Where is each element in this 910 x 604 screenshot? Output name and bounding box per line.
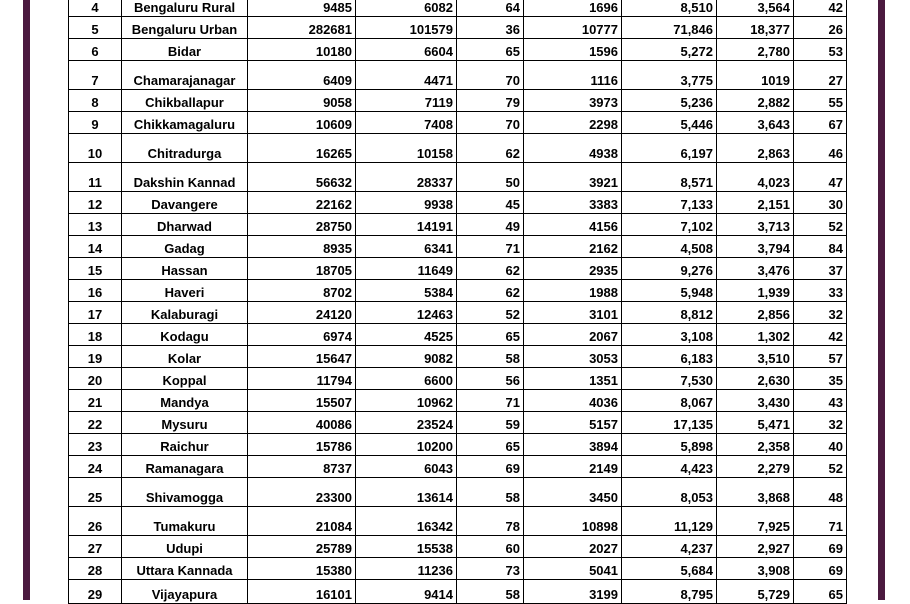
value-cell-c: 58 [457,580,524,604]
district-table-body [69,0,847,604]
value-cell-f: 2,358 [717,434,794,456]
sl-no-cell: 23 [69,434,122,456]
sl-no-cell: 27 [69,536,122,558]
value-cell-a: 15507 [248,390,356,412]
value-cell-g: 32 [794,412,847,434]
value-cell-e: 8,571 [622,163,717,192]
value-cell-g: 27 [794,61,847,90]
value-cell-f: 4,023 [717,163,794,192]
sl-no-cell: 25 [69,478,122,507]
value-cell-d: 2162 [524,236,622,258]
value-cell-a: 21084 [248,507,356,536]
value-cell-g: 55 [794,90,847,112]
value-cell-a: 9058 [248,90,356,112]
table-row [69,112,847,134]
sl-no-cell: 12 [69,192,122,214]
value-cell-e: 3,775 [622,61,717,90]
value-cell-a: 25789 [248,536,356,558]
value-cell-e: 5,948 [622,280,717,302]
value-cell-d: 4938 [524,134,622,163]
table-row [69,456,847,478]
value-cell-e: 4,423 [622,456,717,478]
sl-no-cell: 17 [69,302,122,324]
sl-no-cell: 7 [69,61,122,90]
district-cell: Mandya [122,390,248,412]
value-cell-f: 18,377 [717,17,794,39]
value-cell-g: 53 [794,39,847,61]
sl-no-cell: 4 [69,0,122,17]
table-row [69,192,847,214]
sl-no-cell: 10 [69,134,122,163]
value-cell-g: 84 [794,236,847,258]
value-cell-b: 28337 [356,163,457,192]
value-cell-b: 10200 [356,434,457,456]
sl-no-cell: 15 [69,258,122,280]
value-cell-b: 9414 [356,580,457,604]
value-cell-f: 2,151 [717,192,794,214]
value-cell-c: 69 [457,456,524,478]
value-cell-b: 6043 [356,456,457,478]
right-border [878,0,885,600]
value-cell-b: 16342 [356,507,457,536]
value-cell-a: 18705 [248,258,356,280]
value-cell-d: 4156 [524,214,622,236]
district-cell: Chamarajanagar [122,61,248,90]
value-cell-d: 5041 [524,558,622,580]
value-cell-a: 28750 [248,214,356,236]
value-cell-b: 101579 [356,17,457,39]
sl-no-cell: 19 [69,346,122,368]
value-cell-b: 10962 [356,390,457,412]
district-cell: Haveri [122,280,248,302]
table-row [69,17,847,39]
value-cell-f: 3,908 [717,558,794,580]
value-cell-f: 3,564 [717,0,794,17]
district-cell: Kalaburagi [122,302,248,324]
value-cell-f: 5,471 [717,412,794,434]
value-cell-c: 56 [457,368,524,390]
value-cell-b: 15538 [356,536,457,558]
district-cell: Kolar [122,346,248,368]
value-cell-g: 67 [794,112,847,134]
district-cell: Ramanagara [122,456,248,478]
value-cell-c: 71 [457,390,524,412]
value-cell-d: 2027 [524,536,622,558]
value-cell-g: 69 [794,536,847,558]
value-cell-b: 4471 [356,61,457,90]
value-cell-c: 71 [457,236,524,258]
value-cell-g: 46 [794,134,847,163]
sl-no-cell: 28 [69,558,122,580]
value-cell-c: 73 [457,558,524,580]
value-cell-d: 3973 [524,90,622,112]
table-row [69,61,847,90]
table-row [69,163,847,192]
value-cell-a: 24120 [248,302,356,324]
value-cell-e: 8,812 [622,302,717,324]
value-cell-b: 11236 [356,558,457,580]
value-cell-b: 6604 [356,39,457,61]
value-cell-c: 60 [457,536,524,558]
value-cell-f: 3,643 [717,112,794,134]
value-cell-e: 8,053 [622,478,717,507]
district-cell: Chitradurga [122,134,248,163]
value-cell-d: 3101 [524,302,622,324]
value-cell-c: 58 [457,346,524,368]
value-cell-f: 1,302 [717,324,794,346]
value-cell-a: 8702 [248,280,356,302]
sl-no-cell: 26 [69,507,122,536]
value-cell-e: 5,272 [622,39,717,61]
value-cell-f: 2,279 [717,456,794,478]
value-cell-d: 3921 [524,163,622,192]
value-cell-b: 6341 [356,236,457,258]
value-cell-c: 62 [457,134,524,163]
value-cell-c: 59 [457,412,524,434]
value-cell-e: 6,183 [622,346,717,368]
value-cell-e: 8,510 [622,0,717,17]
value-cell-e: 3,108 [622,324,717,346]
value-cell-c: 65 [457,324,524,346]
sl-no-cell: 6 [69,39,122,61]
value-cell-e: 5,898 [622,434,717,456]
sl-no-cell: 16 [69,280,122,302]
district-cell: Mysuru [122,412,248,434]
district-cell: Gadag [122,236,248,258]
value-cell-g: 33 [794,280,847,302]
value-cell-a: 282681 [248,17,356,39]
value-cell-c: 62 [457,280,524,302]
district-cell: Shivamogga [122,478,248,507]
value-cell-f: 3,794 [717,236,794,258]
value-cell-a: 8737 [248,456,356,478]
value-cell-a: 9485 [248,0,356,17]
value-cell-d: 3450 [524,478,622,507]
value-cell-c: 52 [457,302,524,324]
value-cell-g: 30 [794,192,847,214]
sl-no-cell: 5 [69,17,122,39]
value-cell-f: 2,927 [717,536,794,558]
value-cell-f: 7,925 [717,507,794,536]
table-row [69,507,847,536]
value-cell-f: 1019 [717,61,794,90]
district-cell: Dharwad [122,214,248,236]
value-cell-a: 10180 [248,39,356,61]
value-cell-f: 3,430 [717,390,794,412]
value-cell-e: 71,846 [622,17,717,39]
sl-no-cell: 20 [69,368,122,390]
value-cell-d: 2935 [524,258,622,280]
table-row [69,90,847,112]
table-row [69,236,847,258]
sl-no-cell: 22 [69,412,122,434]
value-cell-g: 48 [794,478,847,507]
district-cell: Raichur [122,434,248,456]
value-cell-e: 8,067 [622,390,717,412]
value-cell-b: 7119 [356,90,457,112]
value-cell-f: 2,630 [717,368,794,390]
value-cell-f: 3,510 [717,346,794,368]
value-cell-d: 1351 [524,368,622,390]
value-cell-e: 8,795 [622,580,717,604]
value-cell-c: 62 [457,258,524,280]
value-cell-b: 6600 [356,368,457,390]
value-cell-g: 57 [794,346,847,368]
value-cell-f: 3,713 [717,214,794,236]
district-cell: Tumakuru [122,507,248,536]
value-cell-a: 16101 [248,580,356,604]
value-cell-d: 5157 [524,412,622,434]
value-cell-d: 10898 [524,507,622,536]
value-cell-g: 35 [794,368,847,390]
value-cell-a: 23300 [248,478,356,507]
table-row [69,346,847,368]
value-cell-f: 3,868 [717,478,794,507]
value-cell-a: 6409 [248,61,356,90]
value-cell-a: 40086 [248,412,356,434]
value-cell-e: 7,102 [622,214,717,236]
value-cell-c: 65 [457,39,524,61]
value-cell-e: 7,530 [622,368,717,390]
district-cell: Dakshin Kannad [122,163,248,192]
value-cell-f: 2,856 [717,302,794,324]
value-cell-c: 50 [457,163,524,192]
value-cell-g: 43 [794,390,847,412]
value-cell-c: 65 [457,434,524,456]
value-cell-g: 42 [794,324,847,346]
value-cell-b: 13614 [356,478,457,507]
value-cell-c: 64 [457,0,524,17]
value-cell-b: 4525 [356,324,457,346]
district-cell: Davangere [122,192,248,214]
table-row [69,39,847,61]
district-cell: Bengaluru Rural [122,0,248,17]
value-cell-f: 2,780 [717,39,794,61]
table-row [69,214,847,236]
district-table [68,0,847,604]
value-cell-c: 45 [457,192,524,214]
table-row [69,0,847,17]
value-cell-d: 2298 [524,112,622,134]
value-cell-c: 58 [457,478,524,507]
value-cell-d: 3894 [524,434,622,456]
value-cell-e: 4,508 [622,236,717,258]
value-cell-a: 56632 [248,163,356,192]
table-row [69,258,847,280]
value-cell-d: 1116 [524,61,622,90]
value-cell-a: 15647 [248,346,356,368]
sl-no-cell: 21 [69,390,122,412]
value-cell-e: 11,129 [622,507,717,536]
sl-no-cell: 9 [69,112,122,134]
sl-no-cell: 14 [69,236,122,258]
district-cell: Koppal [122,368,248,390]
value-cell-g: 42 [794,0,847,17]
value-cell-f: 2,882 [717,90,794,112]
district-cell: Bidar [122,39,248,61]
value-cell-a: 22162 [248,192,356,214]
sl-no-cell: 13 [69,214,122,236]
value-cell-d: 1596 [524,39,622,61]
value-cell-f: 3,476 [717,258,794,280]
value-cell-g: 52 [794,214,847,236]
district-cell: Chikkamagaluru [122,112,248,134]
table-row [69,412,847,434]
value-cell-e: 7,133 [622,192,717,214]
district-cell: Chikballapur [122,90,248,112]
district-cell: Kodagu [122,324,248,346]
value-cell-a: 8935 [248,236,356,258]
value-cell-d: 4036 [524,390,622,412]
value-cell-e: 5,684 [622,558,717,580]
value-cell-a: 16265 [248,134,356,163]
value-cell-g: 26 [794,17,847,39]
value-cell-b: 9938 [356,192,457,214]
table-row [69,324,847,346]
table-row [69,134,847,163]
value-cell-d: 10777 [524,17,622,39]
value-cell-e: 5,236 [622,90,717,112]
value-cell-g: 47 [794,163,847,192]
table-row [69,280,847,302]
value-cell-g: 65 [794,580,847,604]
value-cell-a: 15786 [248,434,356,456]
value-cell-a: 15380 [248,558,356,580]
value-cell-c: 49 [457,214,524,236]
value-cell-b: 11649 [356,258,457,280]
table-row [69,536,847,558]
value-cell-d: 3383 [524,192,622,214]
value-cell-c: 36 [457,17,524,39]
value-cell-d: 3199 [524,580,622,604]
value-cell-f: 2,863 [717,134,794,163]
table-row [69,434,847,456]
value-cell-f: 1,939 [717,280,794,302]
value-cell-b: 7408 [356,112,457,134]
value-cell-b: 23524 [356,412,457,434]
value-cell-e: 9,276 [622,258,717,280]
sl-no-cell: 11 [69,163,122,192]
value-cell-c: 70 [457,61,524,90]
value-cell-e: 5,446 [622,112,717,134]
table-row [69,390,847,412]
district-table-container [68,0,846,604]
value-cell-b: 6082 [356,0,457,17]
value-cell-b: 12463 [356,302,457,324]
value-cell-b: 5384 [356,280,457,302]
value-cell-c: 78 [457,507,524,536]
value-cell-d: 2067 [524,324,622,346]
left-border [23,0,30,600]
sl-no-cell: 29 [69,580,122,604]
value-cell-g: 32 [794,302,847,324]
value-cell-c: 70 [457,112,524,134]
value-cell-a: 6974 [248,324,356,346]
table-row [69,368,847,390]
value-cell-d: 2149 [524,456,622,478]
value-cell-c: 79 [457,90,524,112]
table-row [69,478,847,507]
value-cell-g: 71 [794,507,847,536]
value-cell-g: 69 [794,558,847,580]
value-cell-d: 1696 [524,0,622,17]
sl-no-cell: 18 [69,324,122,346]
value-cell-d: 1988 [524,280,622,302]
value-cell-g: 37 [794,258,847,280]
value-cell-a: 10609 [248,112,356,134]
value-cell-b: 10158 [356,134,457,163]
table-row [69,302,847,324]
value-cell-d: 3053 [524,346,622,368]
district-cell: Uttara Kannada [122,558,248,580]
value-cell-b: 9082 [356,346,457,368]
district-cell: Bengaluru Urban [122,17,248,39]
district-cell: Vijayapura [122,580,248,604]
value-cell-a: 11794 [248,368,356,390]
value-cell-b: 14191 [356,214,457,236]
table-row [69,558,847,580]
sl-no-cell: 8 [69,90,122,112]
district-cell: Hassan [122,258,248,280]
district-cell: Udupi [122,536,248,558]
value-cell-f: 5,729 [717,580,794,604]
value-cell-e: 17,135 [622,412,717,434]
sl-no-cell: 24 [69,456,122,478]
value-cell-e: 6,197 [622,134,717,163]
value-cell-e: 4,237 [622,536,717,558]
value-cell-g: 40 [794,434,847,456]
value-cell-g: 52 [794,456,847,478]
